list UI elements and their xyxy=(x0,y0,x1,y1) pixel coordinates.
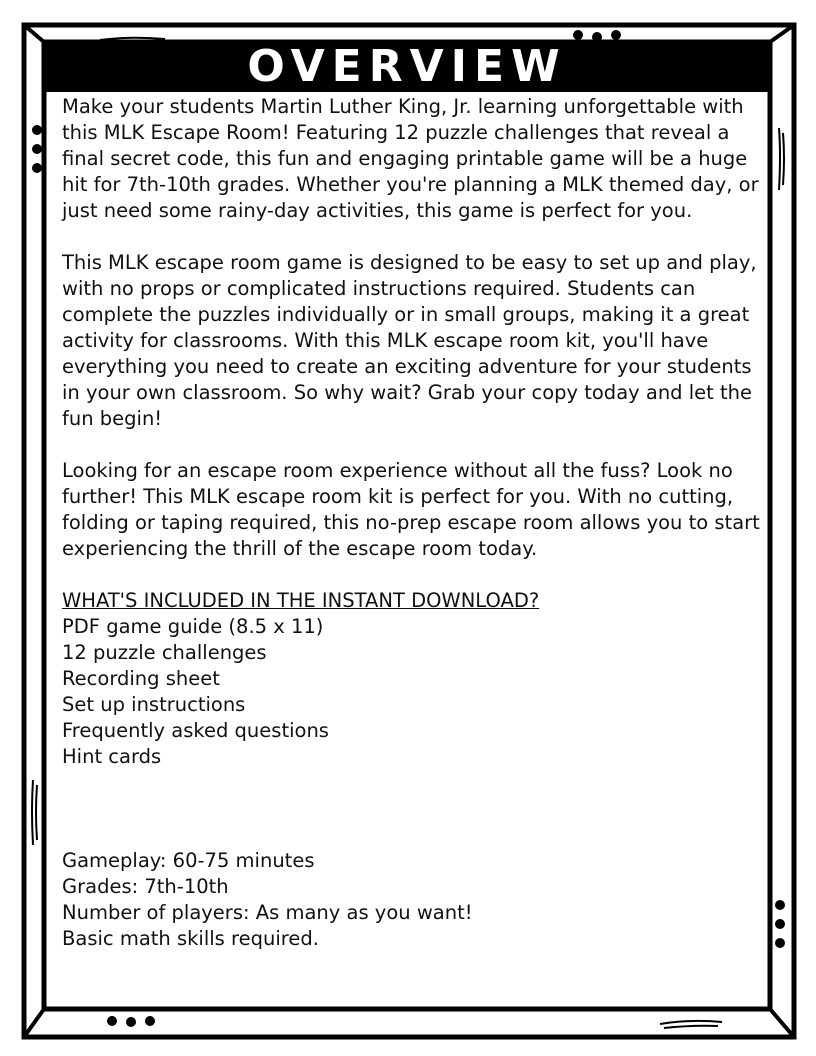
title-banner xyxy=(44,42,770,92)
corner-line-br xyxy=(770,1009,794,1037)
detail-gameplay: Gameplay: 60-75 minutes xyxy=(62,849,315,872)
included-item: Hint cards xyxy=(62,745,162,768)
section-spacer xyxy=(62,770,762,848)
corner-line-tl xyxy=(24,25,44,42)
included-item: 12 puzzle challenges xyxy=(62,641,267,664)
included-item: PDF game guide (8.5 x 11) xyxy=(62,615,324,638)
included-item: Recording sheet xyxy=(62,667,220,690)
included-heading: WHAT'S INCLUDED IN THE INSTANT DOWNLOAD? xyxy=(62,589,540,612)
page-title: OVERVIEW xyxy=(247,41,567,92)
included-section xyxy=(62,588,762,770)
included-item: Set up instructions xyxy=(62,693,246,716)
overview-content xyxy=(62,94,762,952)
included-item: Frequently asked questions xyxy=(62,719,329,742)
detail-grades: Grades: 7th-10th xyxy=(62,875,229,898)
detail-players: Number of players: As many as you want! xyxy=(62,901,473,924)
detail-skills: Basic math skills required. xyxy=(62,927,319,950)
intro-paragraph: Make your students Martin Luther King, Jr. learning unforgettable with this MLK Escape Room! Featuring 12 puzzle challenges that reveal a final secret code, this fun and engaging printable game will be a huge hit for 7th-10th grades. Whether you're planning a MLK themed day, or just need some rainy-day activities, this game is perfect for you. xyxy=(62,95,759,222)
details-section xyxy=(62,848,762,952)
setup-paragraph: This MLK escape room game is designed to be easy to set up and play, with no props or complicated instructions required. Students can complete the puzzles individually or in small groups, making it a great activity for classrooms. With this MLK escape room kit, you'll have everything you need to create an exciting adventure for your students in your own classroom. So why wait? Grab your copy today and let the fun begin! xyxy=(62,251,757,430)
corner-line-bl xyxy=(24,1009,44,1037)
no-prep-paragraph: Looking for an escape room experience without all the fuss? Look no further! This MLK escape room kit is perfect for you. With no cutting, folding or taping required, this no-prep escape room allows you to start experiencing the thrill of the escape room today. xyxy=(62,459,760,560)
corner-line-tr xyxy=(770,25,794,42)
